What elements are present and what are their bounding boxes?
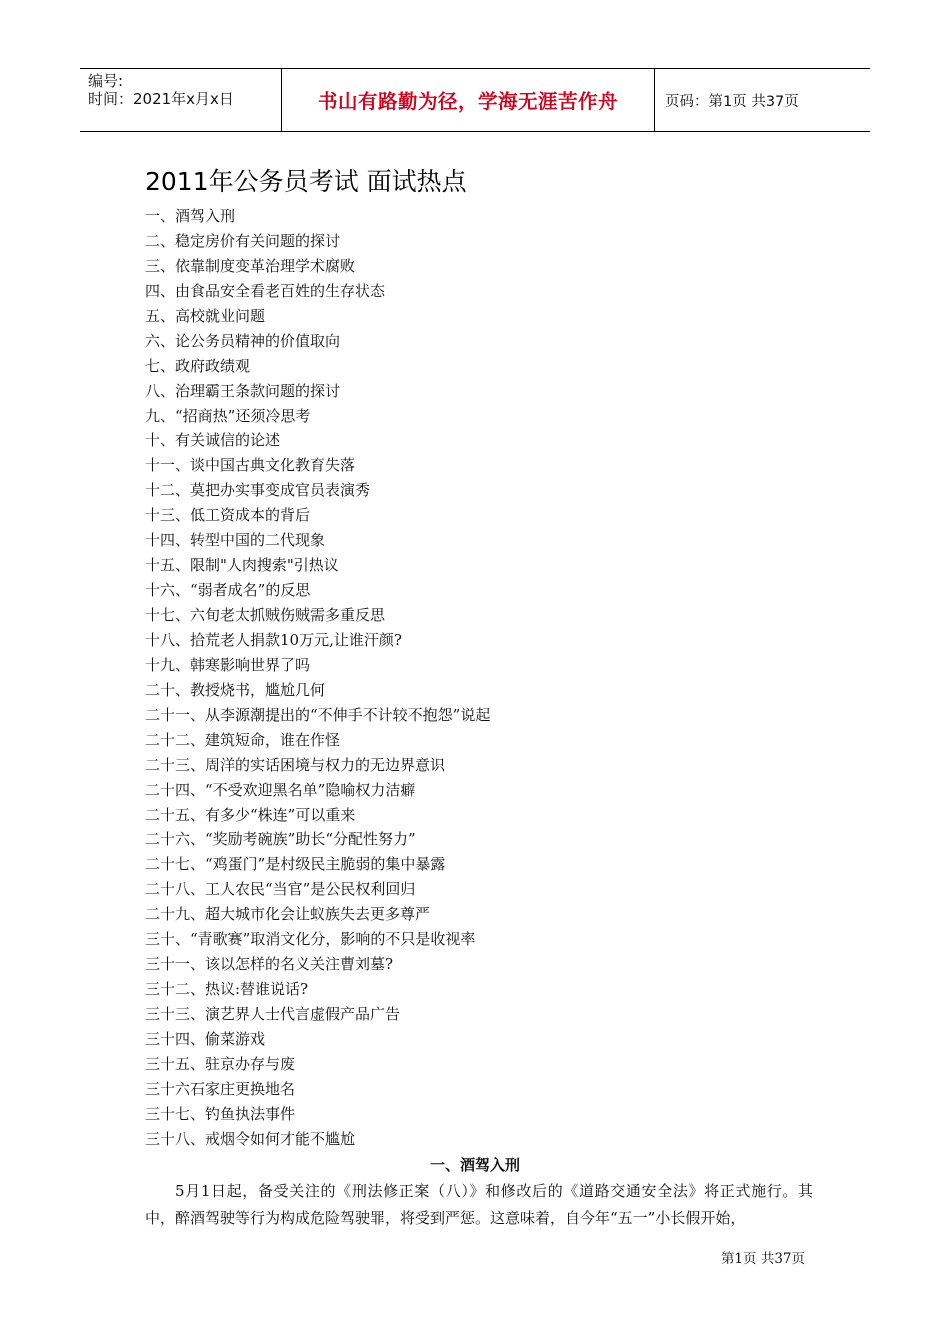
toc-item: 三、依靠制度变革治理学术腐败 <box>145 256 356 275</box>
toc-item: 十一、谈中国古典文化教育失落 <box>145 456 356 475</box>
table-of-contents <box>145 204 490 1152</box>
toc-item: 一、酒驾入刑 <box>145 207 236 225</box>
toc-item: 三十七、钓鱼执法事件 <box>145 1104 296 1123</box>
toc-item: 二十二、建筑短命，谁在作怪 <box>145 730 341 749</box>
toc-item: 三十四、偷菜游戏 <box>145 1029 266 1048</box>
page-header <box>80 68 870 132</box>
toc-item: 八、治理霸王条款问题的探讨 <box>145 381 341 400</box>
section-heading: 一、酒驾入刑 <box>429 1156 520 1174</box>
toc-item: 二十七、“鸡蛋门”是村级民主脆弱的集中暴露 <box>145 855 446 874</box>
section-paragraph: 5月1日起，备受关注的《刑法修正案（八）》和修改后的《道路交通安全法》将正式施行。其中，醉酒驾驶等行为构成危险驾驶罪，将受到严惩。这意味着，自今年“五一”小长假开始， <box>145 1182 813 1227</box>
toc-item: 三十八、戒烟令如何才能不尴尬 <box>145 1129 356 1148</box>
toc-item: 九、“招商热”还须冷思考 <box>145 406 311 425</box>
header-page-code: 页码：第1页 共37页 <box>665 93 799 110</box>
toc-item: 四、由食品安全看老百姓的生存状态 <box>145 281 386 300</box>
toc-item: 二十、教授烧书，尴尬几何 <box>145 680 326 699</box>
toc-item: 二十九、超大城市化会让蚁族失去更多尊严 <box>145 905 431 924</box>
toc-item: 二十六、“奖励考碗族”助长“分配性努力” <box>145 830 416 849</box>
toc-item: 十八、拾荒老人捐款10万元,让谁汗颜? <box>145 630 402 649</box>
header-meta <box>80 69 282 131</box>
toc-item: 十五、限制"人肉搜索"引热议 <box>145 556 339 575</box>
toc-item: 二十五、有多少“株连”可以重来 <box>145 805 356 824</box>
toc-item: 三十、“青歌赛”取消文化分，影响的不只是收视率 <box>145 930 476 949</box>
toc-item: 十二、莫把办实事变成官员表演秀 <box>145 481 371 500</box>
toc-item: 三十三、演艺界人士代言虚假产品广告 <box>145 1005 401 1023</box>
document-title: 2011年公务员考试 面试热点 <box>145 167 467 196</box>
toc-item: 十、有关诚信的论述 <box>145 431 281 450</box>
header-motto: 书山有路勤为径，学海无涯苦作舟 <box>282 69 655 131</box>
toc-item: 六、论公务员精神的价值取向 <box>145 331 341 350</box>
toc-item: 五、高校就业问题 <box>145 306 266 325</box>
toc-item: 十九、韩寒影响世界了吗 <box>145 655 311 674</box>
toc-item: 三十一、该以怎样的名义关注曹刘墓? <box>145 955 394 974</box>
toc-item: 七、政府政绩观 <box>145 356 251 375</box>
toc-item: 二十三、周洋的实话困境与权力的无边界意识 <box>145 755 446 774</box>
toc-item: 三十五、驻京办存与废 <box>145 1054 296 1073</box>
toc-item: 二、稳定房价有关问题的探讨 <box>145 231 341 250</box>
toc-item: 三十六石家庄更换地名 <box>145 1079 296 1098</box>
toc-item: 十四、转型中国的二代现象 <box>145 531 326 550</box>
toc-item: 十六、“弱者成名”的反思 <box>145 581 311 600</box>
toc-item: 二十一、从李源潮提出的“不伸手不计较不抱怨”说起 <box>145 705 491 724</box>
serial-number-label: 编号: <box>88 72 124 90</box>
toc-item: 三十二、热议:替谁说话? <box>145 980 309 999</box>
toc-item: 十七、六旬老太抓贼伤贼需多重反思 <box>145 606 386 624</box>
toc-item: 十三、低工资成本的背后 <box>145 506 311 525</box>
page-footer: 第1页 共37页 <box>720 1251 805 1267</box>
toc-item: 二十四、“不受欢迎黑名单”隐喻权力洁癖 <box>145 780 416 799</box>
time-label: 时间：2021年x月x日 <box>88 90 234 108</box>
toc-item: 二十八、工人农民“当官”是公民权利回归 <box>145 880 416 899</box>
